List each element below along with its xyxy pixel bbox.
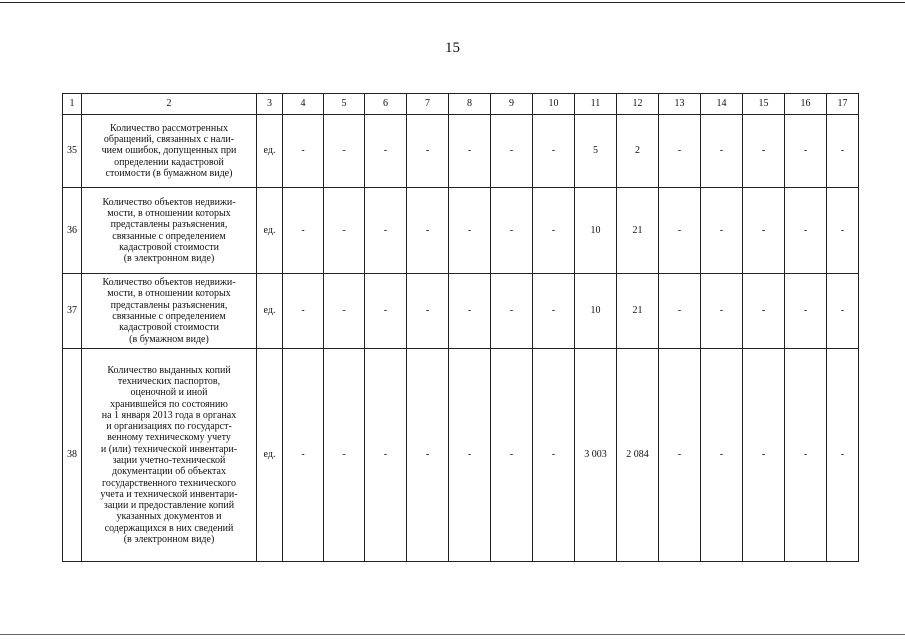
header-cell: 3	[257, 94, 283, 115]
description-line: обращений, связанных с нали-	[103, 134, 235, 146]
header-cell: 5	[324, 94, 365, 115]
value-cell: 21	[617, 188, 659, 274]
description-line: чием ошибок, допущенных при	[101, 145, 237, 157]
value-cell: -	[324, 115, 365, 188]
value-cell: -	[324, 349, 365, 562]
value-cell: -	[449, 274, 491, 349]
description-line: учета и технической инвентари-	[100, 488, 238, 500]
value-cell: -	[491, 115, 533, 188]
description-line: Количество объектов недвижи-	[102, 196, 236, 208]
value-cell: -	[365, 188, 407, 274]
description-line: мости, в отношении которых	[107, 207, 231, 219]
column-number-header-row	[63, 94, 859, 115]
value-cell: -	[533, 274, 575, 349]
description-line: содержащихся в них сведений	[104, 522, 234, 534]
header-cell: 6	[365, 94, 407, 115]
header-cell: 9	[491, 94, 533, 115]
description-line: и организациях по государст-	[106, 421, 232, 433]
value-cell: -	[407, 349, 449, 562]
table-row	[63, 115, 859, 188]
table-row	[63, 349, 859, 562]
value-cell: -	[407, 188, 449, 274]
description-line: документации об объектах	[112, 466, 226, 478]
value-cell: 2	[617, 115, 659, 188]
value-cell: -	[533, 349, 575, 562]
description-line: государственного технического	[101, 477, 236, 489]
header-cell: 15	[743, 94, 785, 115]
header-cell: 14	[701, 94, 743, 115]
description-line: (в электронном виде)	[123, 534, 215, 546]
description-line: зации и предоставление копий	[103, 500, 235, 512]
description-line: хранившейся по состоянию	[110, 398, 228, 410]
row-description	[82, 115, 257, 188]
value-cell: 5	[575, 115, 617, 188]
description-line: связанные с определением	[112, 230, 226, 242]
description-line: (в электронном виде)	[123, 253, 215, 265]
header-cell: 4	[283, 94, 324, 115]
description-line: зации учетно-технической	[112, 455, 226, 466]
value-cell: 3 003	[575, 349, 617, 562]
value-cell: -	[365, 349, 407, 562]
value-cell: -	[407, 274, 449, 349]
description-line: кадастровой стоимости	[119, 322, 219, 334]
description-line: на 1 января 2013 года в органах	[101, 409, 237, 421]
description-line: Количество рассмотренных	[110, 122, 228, 134]
value-cell: -	[449, 349, 491, 562]
description-line: Количество выданных копий	[107, 364, 231, 376]
row-number: 36	[63, 188, 82, 274]
header-cell: 2	[82, 94, 257, 115]
header-cell: 16	[785, 94, 827, 115]
header-cell: 17	[827, 94, 859, 115]
value-cell: -	[491, 349, 533, 562]
value-cell: -	[283, 274, 324, 349]
value-cell: -	[491, 188, 533, 274]
row-number: 38	[63, 349, 82, 562]
description-line: представлены разъяснения,	[110, 299, 228, 311]
value-cell: -	[324, 274, 365, 349]
value-cell: -	[283, 349, 324, 562]
value-cell: -	[743, 274, 785, 349]
description-line: определении кадастровой	[114, 156, 224, 168]
value-cell: -	[533, 115, 575, 188]
value-cell: 10	[575, 274, 617, 349]
description-line: представлены разъяснения,	[110, 219, 228, 231]
value-cell: -	[785, 349, 827, 562]
value-cell: -	[785, 274, 827, 349]
value-cell: -	[827, 188, 859, 274]
value-cell: -	[743, 188, 785, 274]
header-cell: 10	[533, 94, 575, 115]
row-number: 35	[63, 115, 82, 188]
table-row	[63, 274, 859, 349]
value-cell: -	[659, 274, 701, 349]
value-cell: -	[491, 274, 533, 349]
value-cell: -	[407, 115, 449, 188]
value-cell: -	[743, 349, 785, 562]
row-description	[82, 349, 257, 562]
table-row	[63, 188, 859, 274]
value-cell: -	[659, 349, 701, 562]
value-cell: -	[827, 115, 859, 188]
value-cell: -	[827, 349, 859, 562]
value-cell: -	[701, 349, 743, 562]
header-cell: 8	[449, 94, 491, 115]
value-cell: 21	[617, 274, 659, 349]
value-cell: -	[365, 274, 407, 349]
top-border-line	[0, 2, 905, 3]
description-line: Количество объектов недвижи-	[102, 277, 236, 289]
value-cell: -	[743, 115, 785, 188]
description-line: венному техническому учету	[107, 432, 231, 444]
unit-cell: ед.	[257, 188, 283, 274]
value-cell: -	[365, 115, 407, 188]
header-cell: 13	[659, 94, 701, 115]
description-line: мости, в отношении которых	[107, 288, 231, 300]
description-line: и (или) технической инвентари-	[100, 443, 238, 455]
value-cell: -	[785, 115, 827, 188]
header-cell: 7	[407, 94, 449, 115]
value-cell: -	[701, 115, 743, 188]
description-line: стоимости (в бумажном виде)	[105, 167, 233, 179]
unit-cell: ед.	[257, 274, 283, 349]
row-description	[82, 188, 257, 274]
description-line: связанные с определением	[112, 311, 226, 322]
unit-cell: ед.	[257, 349, 283, 562]
value-cell: -	[533, 188, 575, 274]
value-cell: -	[701, 188, 743, 274]
value-cell: -	[283, 188, 324, 274]
value-cell: -	[659, 115, 701, 188]
data-table	[62, 93, 859, 562]
value-cell: -	[449, 115, 491, 188]
value-cell: -	[701, 274, 743, 349]
row-number: 37	[63, 274, 82, 349]
value-cell: -	[283, 115, 324, 188]
unit-cell: ед.	[257, 115, 283, 188]
value-cell: 2 084	[617, 349, 659, 562]
header-cell: 1	[63, 94, 82, 115]
value-cell: -	[449, 188, 491, 274]
value-cell: -	[659, 188, 701, 274]
page-number: 15	[445, 40, 460, 56]
row-description	[82, 274, 257, 349]
value-cell: 10	[575, 188, 617, 274]
value-cell: -	[827, 274, 859, 349]
description-line: кадастровой стоимости	[119, 241, 219, 253]
description-line: (в бумажном виде)	[129, 333, 209, 345]
description-line: оценочной и иной	[130, 387, 208, 399]
description-line: технических паспортов,	[117, 375, 221, 387]
header-cell: 12	[617, 94, 659, 115]
description-line: указанных документов и	[116, 511, 222, 523]
bottom-border-line	[0, 634, 905, 635]
value-cell: -	[324, 188, 365, 274]
value-cell: -	[785, 188, 827, 274]
header-cell: 11	[575, 94, 617, 115]
